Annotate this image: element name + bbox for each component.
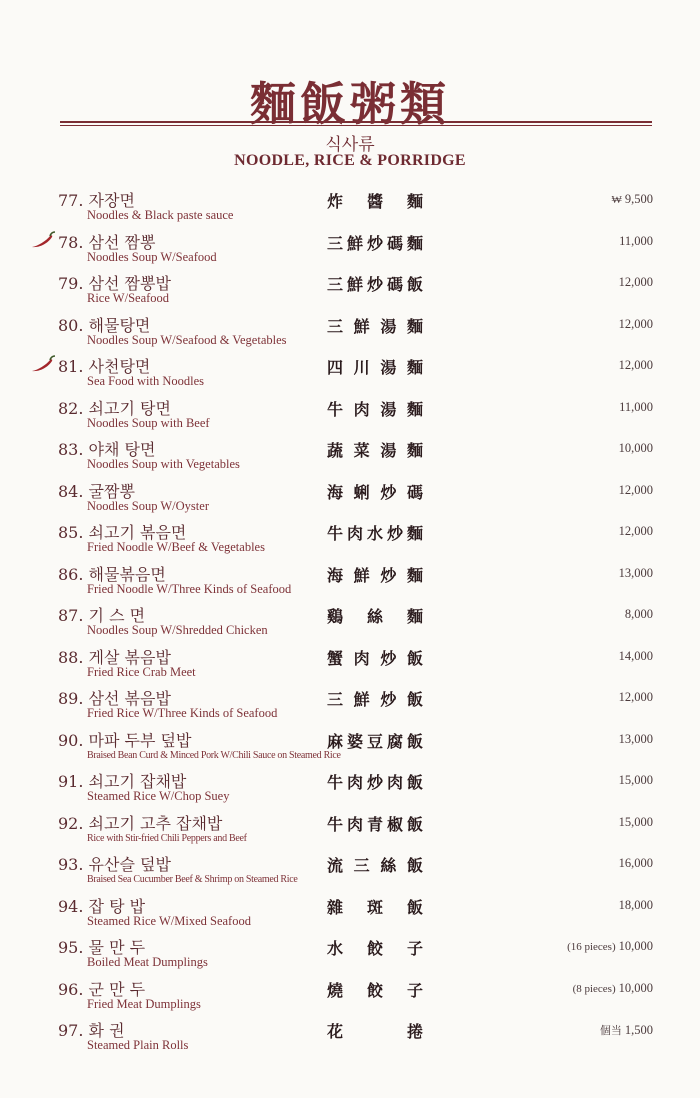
item-chinese-name: 花 捲 bbox=[327, 1022, 423, 1041]
menu-item bbox=[0, 186, 700, 228]
subtitle-korean: 식사류 bbox=[325, 135, 375, 155]
item-english-name: Rice W/Seafood bbox=[87, 291, 170, 305]
item-korean-name: 해물볶음면 bbox=[88, 564, 166, 584]
item-number-korean-name bbox=[58, 811, 222, 834]
menu-item bbox=[0, 435, 700, 477]
item-korean-name: 해물탕면 bbox=[88, 315, 151, 335]
item-price bbox=[625, 607, 653, 622]
menu-item bbox=[0, 684, 700, 726]
item-english-name: Boiled Meat Dumplings bbox=[87, 955, 208, 969]
item-english-name: Fried Rice W/Three Kinds of Seafood bbox=[87, 706, 278, 720]
item-price bbox=[619, 773, 653, 788]
item-number: 87. bbox=[58, 606, 84, 625]
item-korean-name: 쇠고기 고추 잡채밥 bbox=[88, 813, 223, 833]
price-value: 13,000 bbox=[618, 731, 653, 746]
item-korean-name: 자장면 bbox=[88, 191, 135, 210]
menu-item bbox=[0, 518, 700, 560]
item-chinese-name: 牛 肉 青 椒 飯 bbox=[327, 814, 423, 834]
item-number: 82. bbox=[58, 398, 84, 418]
item-price bbox=[619, 483, 653, 498]
item-number: 91. bbox=[58, 772, 84, 791]
menu-item bbox=[0, 394, 700, 436]
item-price bbox=[619, 400, 653, 415]
item-price bbox=[567, 939, 653, 954]
item-number: 92. bbox=[58, 813, 84, 833]
menu-item bbox=[0, 643, 700, 685]
item-number: 85. bbox=[58, 523, 84, 542]
item-english-name: Noodles Soup W/Shredded Chicken bbox=[87, 623, 268, 637]
item-english-name: Steamed Rice W/Chop Suey bbox=[87, 789, 230, 803]
item-korean-name: 쇠고기 탕면 bbox=[88, 398, 171, 418]
item-korean-name: 물 만 두 bbox=[88, 938, 146, 957]
item-price bbox=[619, 856, 653, 871]
item-korean-name: 게살 볶음밥 bbox=[88, 647, 171, 667]
item-chinese-name: 三 鮮 炒 飯 bbox=[327, 690, 423, 709]
price-note: 個当 bbox=[599, 1025, 622, 1037]
item-chinese-name: 炸 醬 麵 bbox=[327, 192, 423, 211]
price-value: 13,000 bbox=[618, 565, 653, 580]
item-korean-name: 야채 탕면 bbox=[88, 440, 156, 459]
item-chinese-name: 海 蜊 炒 碼 bbox=[327, 482, 423, 502]
item-price bbox=[619, 898, 653, 913]
item-price bbox=[619, 441, 653, 456]
item-korean-name: 유산슬 덮밥 bbox=[88, 855, 171, 874]
item-korean-name: 잡 탕 밥 bbox=[88, 896, 146, 916]
item-korean-name: 쇠고기 볶음면 bbox=[88, 523, 187, 542]
price-value: 11,000 bbox=[619, 399, 653, 414]
item-number: 79. bbox=[58, 274, 84, 293]
item-number: 89. bbox=[58, 689, 84, 708]
item-price bbox=[619, 275, 653, 290]
menu-item bbox=[0, 933, 700, 975]
item-korean-name: 굴짬뽕 bbox=[88, 481, 135, 501]
menu-item bbox=[0, 477, 700, 519]
item-number: 96. bbox=[58, 979, 84, 999]
item-number: 88. bbox=[58, 647, 84, 667]
menu-item bbox=[0, 560, 700, 602]
item-number: 93. bbox=[58, 855, 84, 874]
item-number: 94. bbox=[58, 896, 84, 916]
item-chinese-name: 三 鮮 炒 碼 飯 bbox=[327, 275, 423, 294]
menu-item bbox=[0, 726, 700, 768]
item-english-name: Braised Sea Cucumber Beef & Shrimp on Steamed Rice bbox=[87, 874, 298, 885]
item-korean-name: 군 만 두 bbox=[88, 979, 146, 999]
price-value: 9,500 bbox=[624, 192, 653, 206]
item-english-name: Noodles Soup with Beef bbox=[87, 415, 210, 430]
menu-item bbox=[0, 352, 700, 394]
price-value: 12,000 bbox=[618, 524, 653, 538]
item-number: 97. bbox=[58, 1021, 84, 1040]
item-english-name: Braised Bean Curd & Minced Pork W/Chili Sauce on Steamed Rice bbox=[87, 749, 341, 761]
item-price bbox=[619, 690, 653, 705]
item-chinese-name: 牛 肉 炒 肉 飯 bbox=[327, 773, 423, 792]
price-value: 12,000 bbox=[618, 316, 653, 331]
item-chinese-name: 燒 餃 子 bbox=[327, 980, 423, 1000]
item-english-name: Fried Noodle W/Three Kinds of Seafood bbox=[87, 581, 292, 596]
item-price bbox=[619, 524, 653, 539]
item-number: 90. bbox=[58, 730, 84, 750]
item-english-name: Steamed Rice W/Mixed Seafood bbox=[87, 913, 251, 928]
price-value: 16,000 bbox=[618, 856, 653, 870]
menu-item bbox=[0, 269, 700, 311]
item-chinese-name: 三 鮮 湯 麵 bbox=[327, 316, 423, 336]
menu-item bbox=[0, 601, 700, 643]
item-chinese-name: 雜 斑 飯 bbox=[327, 897, 423, 917]
price-value: 1,500 bbox=[624, 1023, 653, 1037]
item-chinese-name: 海 鮮 炒 麵 bbox=[327, 565, 423, 585]
item-korean-name: 삼선 볶음밥 bbox=[88, 689, 171, 708]
price-value: 10,000 bbox=[618, 441, 653, 455]
menu-item bbox=[0, 975, 700, 1017]
item-chinese-name: 麻 婆 豆 腐 飯 bbox=[327, 731, 423, 751]
price-value: 10,000 bbox=[618, 939, 653, 953]
price-value: 18,000 bbox=[618, 897, 653, 912]
price-value: 12,000 bbox=[618, 482, 653, 497]
item-english-name: Rice with Stir-fried Chili Peppers and Beef bbox=[87, 832, 247, 844]
item-english-name: Fried Noodle W/Beef & Vegetables bbox=[87, 540, 265, 554]
item-number: 77. bbox=[58, 191, 84, 210]
title-divider-thin bbox=[60, 125, 652, 126]
item-korean-name: 기 스 면 bbox=[88, 606, 146, 625]
item-english-name: Noodles Soup W/Oyster bbox=[87, 498, 209, 513]
price-value: 15,000 bbox=[618, 773, 653, 787]
item-number: 83. bbox=[58, 440, 84, 459]
item-chinese-name: 流 三 絲 飯 bbox=[327, 856, 423, 875]
menu-list bbox=[0, 186, 700, 1058]
item-chinese-name: 三 鮮 炒 碼 麵 bbox=[327, 233, 423, 253]
currency-symbol: ₩ bbox=[611, 194, 622, 206]
item-english-name: Sea Food with Noodles bbox=[87, 374, 205, 388]
item-number: 95. bbox=[58, 938, 84, 957]
item-number: 84. bbox=[58, 481, 84, 501]
item-korean-name: 화 권 bbox=[88, 1021, 125, 1040]
menu-item bbox=[0, 809, 700, 851]
price-value: 12,000 bbox=[618, 275, 653, 289]
item-price bbox=[611, 192, 653, 207]
item-number: 80. bbox=[58, 315, 84, 335]
item-chinese-name: 蔬 菜 湯 麵 bbox=[327, 441, 423, 460]
item-price bbox=[619, 649, 653, 664]
title-divider bbox=[60, 121, 652, 123]
item-english-name: Fried Rice Crab Meet bbox=[87, 664, 196, 679]
item-korean-name: 삼선 짬뽕밥 bbox=[88, 274, 171, 293]
menu-item bbox=[0, 1016, 700, 1058]
item-english-name: Noodles Soup with Vegetables bbox=[87, 457, 240, 471]
price-value: 12,000 bbox=[618, 690, 653, 704]
menu-item bbox=[0, 850, 700, 892]
item-number: 81. bbox=[58, 357, 84, 376]
item-chinese-name: 牛 肉 水 炒 麵 bbox=[327, 524, 423, 543]
price-value: 14,000 bbox=[618, 648, 653, 663]
item-english-name: Fried Meat Dumplings bbox=[87, 996, 201, 1011]
item-korean-name: 쇠고기 잡채밥 bbox=[88, 772, 187, 791]
item-korean-name: 마파 두부 덮밥 bbox=[88, 730, 192, 750]
price-value: 10,000 bbox=[618, 980, 653, 995]
item-price bbox=[619, 732, 653, 747]
item-price bbox=[573, 981, 653, 996]
price-value: 8,000 bbox=[624, 607, 653, 621]
item-english-name: Noodles Soup W/Seafood bbox=[87, 249, 217, 264]
item-price bbox=[619, 317, 653, 332]
item-price bbox=[600, 1022, 653, 1038]
item-english-name: Noodles & Black paste sauce bbox=[87, 208, 234, 222]
item-chinese-name: 蟹 肉 炒 飯 bbox=[327, 648, 423, 668]
item-chinese-name: 牛 肉 湯 麵 bbox=[327, 399, 423, 419]
price-note: (16 pieces) bbox=[567, 941, 616, 953]
subtitle-english: NOODLE, RICE & PORRIDGE bbox=[234, 152, 466, 169]
item-korean-name: 삼선 짬뽕 bbox=[88, 232, 156, 252]
price-value: 15,000 bbox=[618, 814, 653, 829]
item-english-name: Noodles Soup W/Seafood & Vegetables bbox=[87, 332, 287, 347]
page-title-cjk: 麵飯粥類 bbox=[250, 77, 450, 131]
item-price bbox=[619, 566, 653, 581]
item-chinese-name: 四 川 湯 麵 bbox=[327, 358, 423, 377]
item-number-korean-name bbox=[58, 728, 191, 751]
item-english-name: Steamed Plain Rolls bbox=[87, 1038, 189, 1052]
price-note: (8 pieces) bbox=[572, 982, 616, 995]
item-number: 78. bbox=[58, 232, 84, 252]
price-value: 12,000 bbox=[618, 358, 653, 372]
chili-pepper-icon bbox=[30, 231, 56, 249]
menu-item bbox=[0, 228, 700, 270]
chili-pepper-icon bbox=[30, 355, 56, 373]
price-value: 11,000 bbox=[619, 233, 653, 248]
item-chinese-name: 鷄 絲 麵 bbox=[327, 607, 423, 626]
item-price bbox=[619, 234, 653, 249]
item-price bbox=[619, 815, 653, 830]
item-number: 86. bbox=[58, 564, 84, 584]
item-number-korean-name bbox=[58, 852, 171, 875]
item-korean-name: 사천탕면 bbox=[88, 357, 151, 376]
item-price bbox=[619, 358, 653, 373]
item-chinese-name: 水 餃 子 bbox=[327, 939, 423, 958]
menu-item bbox=[0, 767, 700, 809]
menu-item bbox=[0, 892, 700, 934]
menu-item bbox=[0, 311, 700, 353]
